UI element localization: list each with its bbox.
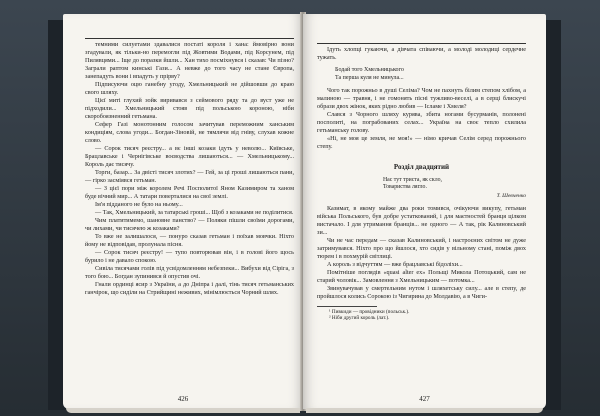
right-page [303, 14, 546, 409]
epigraph-author: Т. Шевченко [496, 192, 526, 199]
paragraph: Помітніше поглядів «quasi alter ex» Польщі Микола Потоцький, сам не старий чоловік... Замовлення з Хмельницьким — потомка... [317, 268, 526, 284]
right-page-text-after-chapter [317, 205, 526, 301]
paragraph: Чи не час передам — сказав Калиновський, і настроєних світом не дуже затримувався. Ніхто про що йшлося, хто сидів у вільному стані, поміж двох тюрем і в похмурій світлиці. [317, 236, 526, 260]
page-edge-left [66, 408, 300, 413]
paragraph: Гнали ординці ясир з України, а до Дніпра і далі, тінь тисяч гетьманських ганчірок, що сиділи на Стрийщині неживих, мінімлюється Чорний шлях. [85, 281, 294, 296]
top-rule [85, 38, 294, 39]
footnote: ² Ніби другий король (лат.). [329, 315, 390, 322]
epigraph-line: Нас тут триста, як скло, [383, 177, 442, 184]
page-edge-right [306, 408, 543, 413]
paragraph: Сивіла тисячами голів під усвідомленням небезпеки... Вибухи від Сіріга, з того бою... Богдан зупинився й опустив очі. [85, 265, 294, 280]
paragraph: А король з відчуттям — вже брацлавські бідоліхи... [327, 260, 463, 268]
paragraph: Цієї миті глухий зойк виривався з сеймового ряду та до вуст уже не підходили... Хмельницький стояв під польською короною, ніби скоробоязненний гетьмана. [85, 97, 294, 120]
chapter-title: Розділ двадцятий [393, 163, 450, 172]
page-number-right: 427 [419, 395, 430, 403]
verse-line: Та перша куля не минула... [335, 74, 404, 81]
paragraph: Торги, базар... За двісті тисяч злотих? — Гей, за ці гроші лишаються пани, — гірко засміявся гетьман. [85, 169, 294, 184]
footnote-rule [317, 306, 377, 307]
paragraph: Слався з Чорного шляху курява, збита ногами бусурманів, полонені посполиті, на пограбованих селах... Україна на своє тепло схилила гетьманську голову. [317, 111, 526, 135]
paragraph: То вже не залишалося, — понуро сказав гетьман і поїхав мовчки. Ніхто йому не відповідав, пролунала пісня. [85, 233, 294, 248]
paragraph: Підписуючи оцю ганебну угоду, Хмельницький не дійшовши до краю свого шляху. [85, 81, 294, 96]
top-rule [317, 43, 526, 44]
left-page-text [85, 41, 294, 297]
paragraph: Ідуть хлопці гукаючи, а дівчата співаючи, а молоді молодиці сердечне тужать. [317, 46, 526, 61]
left-page [63, 14, 303, 409]
paragraph: Чим платитимемо, шановне панство? — Поляки пішли своїми дорогами, чи лихами, чи тисячею ж козаками? [85, 217, 294, 232]
footnote: ¹ Пивкиди — провідники (польськ.). [329, 308, 410, 315]
paragraph: Чого так порожньо в душі Селіма? Чом не пахнуть білим степом хлібом, а малиною — травня, і не гомонять пісні тужливо-веселі, а в серці блискучі образи двох жінок, яких рідно любив — Ісламе і Хмеля? [317, 87, 526, 111]
paragraph: Ім'я підданого не було на ньому... [95, 201, 183, 208]
paragraph: — Сорок тисяч реєстру... а вє інші козаки ідуть у неволю... Київське, Брацлавське і Чернігівське воєводства лишаються... — Хмельницькому... Король дає тисячу. [85, 145, 294, 168]
paragraph: — Так, Хмельницький, за татарські гроші... Щоб з козаками не поділитися. [95, 209, 294, 216]
epigraph-line: Товариства лягло. [383, 184, 427, 191]
paragraph: темними силуетами здавалися постаті короля і хана: ймовірно вони згадували, як тільки-но перемогли під Жовтими Водами, під Корсунем, під Пилявцями... Іще до поразки йшли... Хан тихо посміхнувся і сказав: Чи пізно? Заграли раптом кинські Гази... А невже до того часу не стане Європа, занепадуть вони і впадуть у прірву? [85, 41, 294, 80]
paragraph: Звинувачував у смертельним нутом і шляхетську силу... але в степу, де пройшлося колись Сорокою із Чигирина до Молдавію, а в Чиги- [317, 284, 526, 300]
paragraph: Сефер Газі монотонним голосом зачитував переможним ханським кондиціям, слова угоди... Богдан-Зіновій, не тямлячи від гніву, слухав кожне слово. [85, 121, 294, 144]
right-page-text-before-chapter [317, 87, 526, 151]
paragraph: «Ні, не моя це земля, не моя!» — німо кричав Селім серед порожнього степу. [317, 135, 526, 151]
paragraph: — Сорок тисяч реєстру! — тупо повторював він, і в голові його щось бурило і не давало спокою. [85, 249, 294, 264]
paragraph: — З цієї пори між королем Речі Посполитої Яном Казимиром та ханом буде вічний мир... А татари поверталися на свої землі. [85, 185, 294, 200]
paragraph: Казимат, в якому майже два роки томився, очікуючи викупу, гетьман війська Польського, був добре устаткований, і для маєтностей бранця цілком вистачало. І для утримання бранців... не одного — А так, рік Калиновський зи... [317, 204, 526, 236]
page-number-left: 426 [177, 395, 189, 403]
verse-line: Бодай того Хмельницького [335, 67, 404, 73]
